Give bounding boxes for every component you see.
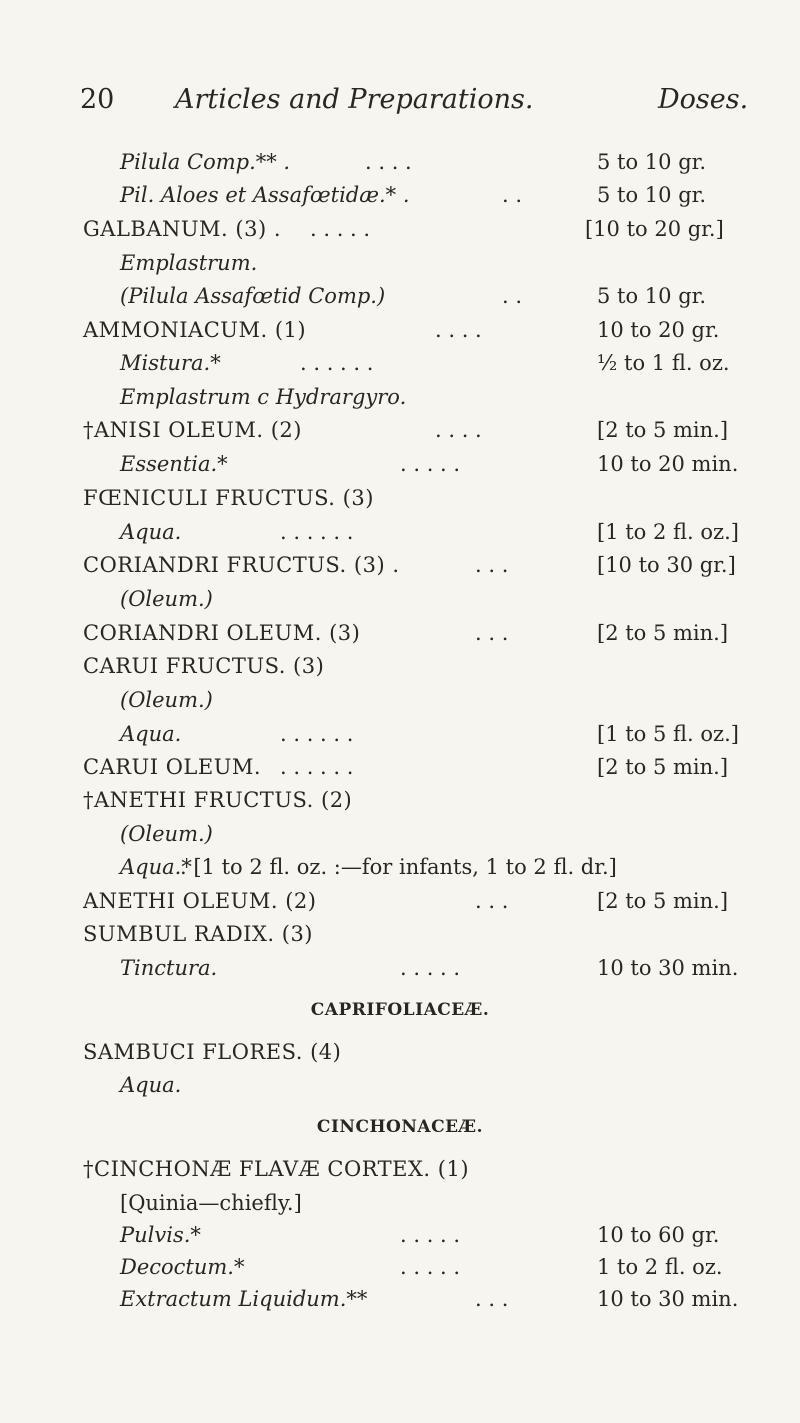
- list-item: Tinctura. . . . . . 10 to 30 min.: [120, 956, 739, 980]
- list-item: CORIANDRI FRUCTUS. (3) . . . . [10 to 30 gr.]: [83, 553, 736, 577]
- list-item: CORIANDRI OLEUM. (3) . . . [2 to 5 min.]: [83, 621, 729, 645]
- list-item: Emplastrum.: [120, 251, 258, 275]
- list-item: AMMONIACUM. (1) . . . . 10 to 20 gr.: [83, 318, 720, 342]
- list-item: †ANISI OLEUM. (2) . . . . [2 to 5 min.]: [83, 418, 729, 442]
- list-item: [Quinia—chiefly.]: [120, 1191, 302, 1215]
- list-item: Emplastrum c Hydrargyro.: [120, 385, 407, 409]
- list-item: Extractum Liquidum.** . . . 10 to 30 min.: [120, 1287, 739, 1311]
- running-title: Articles and Preparations.: [175, 84, 534, 115]
- list-item: Aqua. . . . . . . [1 to 5 fl. oz.]: [120, 722, 739, 746]
- list-item: SAMBUCI FLORES. (4): [83, 1040, 342, 1064]
- list-item: (Pilula Assafœtid Comp.) . . 5 to 10 gr.: [120, 284, 707, 308]
- list-item: Pilula Comp.** . . . . . 5 to 10 gr.: [120, 150, 707, 174]
- list-item: Pulvis.* . . . . . 10 to 60 gr.: [120, 1223, 720, 1247]
- list-item-aqua-infants: Aqua.* . [1 to 2 fl. oz. :—for infants, 1 to 2 fl. dr.]: [120, 855, 617, 879]
- page-number: 20: [80, 84, 115, 115]
- list-item: ANETHI OLEUM. (2) . . . [2 to 5 min.]: [83, 889, 729, 913]
- section-heading-caprifoliaceae: CAPRIFOLIACEÆ.: [310, 1000, 490, 1020]
- section-heading-cinchonaceae: CINCHONACEÆ.: [316, 1117, 484, 1137]
- list-item: Pil. Aloes et Assafœtidæ.* . . . 5 to 10 gr.: [120, 183, 707, 207]
- list-item: Essentia.* . . . . . 10 to 20 min.: [120, 452, 739, 476]
- doses-heading: Doses.: [658, 84, 749, 115]
- list-item: (Oleum.): [120, 688, 213, 712]
- page-header: [80, 84, 760, 124]
- list-item: †ANETHI FRUCTUS. (2): [83, 788, 353, 812]
- list-item: (Oleum.): [120, 822, 213, 846]
- list-item: FŒNICULI FRUCTUS. (3): [83, 486, 374, 510]
- list-item: Decoctum.* . . . . . 1 to 2 fl. oz.: [120, 1255, 723, 1279]
- list-item: CARUI OLEUM. . . . . . . [2 to 5 min.]: [83, 755, 729, 779]
- list-item: †CINCHONÆ FLAVÆ CORTEX. (1): [83, 1157, 470, 1181]
- list-item: CARUI FRUCTUS. (3): [83, 654, 325, 678]
- list-item: GALBANUM. (3) . . . . . . [10 to 20 gr.]: [83, 217, 724, 241]
- list-item: (Oleum.): [120, 587, 213, 611]
- list-item: Aqua. . . . . . . [1 to 2 fl. oz.]: [120, 520, 739, 544]
- list-item: SUMBUL RADIX. (3): [83, 922, 313, 946]
- list-item: Mistura.* . . . . . . ½ to 1 fl. oz.: [120, 351, 730, 375]
- list-item: Aqua.: [120, 1073, 182, 1097]
